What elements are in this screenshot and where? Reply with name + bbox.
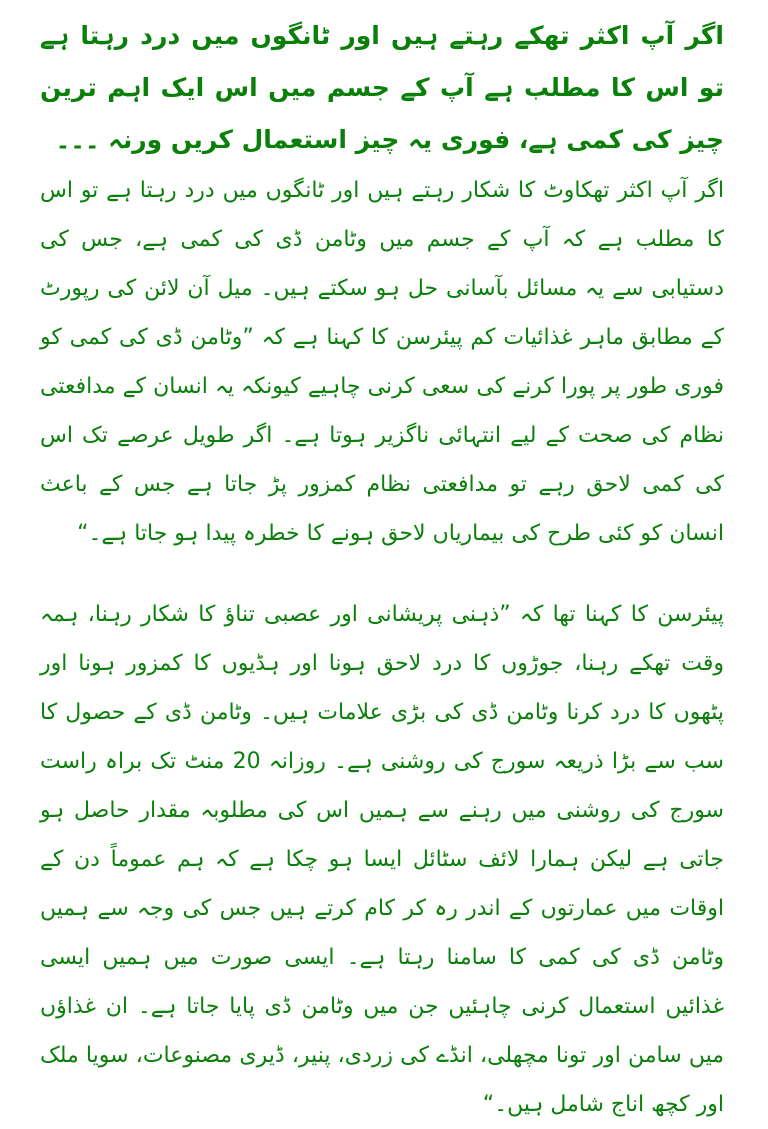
article-paragraph-1: اگر آپ اکثر تھکاوٹ کا شکار رہتے ہیں اور ٹانگوں میں درد رہتا ہے تو اس کا مطلب ہے کہ آپ کے جسم میں وٹامن ڈی کی کمی ہے، جس کی دستیابی سے یہ مسائل بآسانی حل ہو سکتے ہیں۔ میل آن لائن کی رپورٹ کے مطابق ماہر غذائیات کم پیئرسن کا کہنا ہے کہ ”وٹامن ڈی کی کمی کو فوری طور پر پورا کرنے کی سعی کرنی چاہیے کیونکہ یہ انسان کے مدافعتی نظام کی صحت کے لیے انتہائی ناگزیر ہوتا ہے۔ اگر طویل عرصے تک اس کی کمی لاحق رہے تو مدافعتی نظام کمزور پڑ جاتا ہے جس کے باعث انسان کو کئی طرح کی بیماریاں لاحق ہونے کا خطرہ پیدا ہو جاتا ہے۔“ [40,178,724,546]
article-headline: اگر آپ اکثر تھکے رہتے ہیں اور ٹانگوں میں درد رہتا ہے تو اس کا مطلب ہے آپ کے جسم میں اس ایک اہم ترین چیز کی کمی ہے، فوری یہ چیز استعمال کریں ورنہ ۔۔۔ [40,21,724,154]
article-paragraph-2: پیئرسن کا کہنا تھا کہ ”ذہنی پریشانی اور عصبی تناﺅ کا شکار رہنا، ہمہ وقت تھکے رہنا، جوڑوں کا درد لاحق ہونا اور ہڈیوں کا کمزور ہونا اور پٹھوں کا درد کرنا وٹامن ڈی کی بڑی علامات ہیں۔ وٹامن ڈی کے حصول کا سب سے بڑا ذریعہ سورج کی روشنی ہے۔ روزانہ 20 منٹ تک براہ راست سورج کی روشنی میں رہنے سے ہمیں اس کی مطلوبہ مقدار حاصل ہو جاتی ہے لیکن ہمارا لائف سٹائل ایسا ہو چکا ہے کہ ہم عموماً دن کے اوقات میں عمارتوں کے اندر رہ کر کام کرتے ہیں جس کی وجہ سے ہمیں وٹامن ڈی کی کمی کا سامنا رہتا ہے۔ ایسی صورت میں ہمیں ایسی غذائیں استعمال کرنی چاہئیں جن میں وٹامن ڈی پایا جاتا ہے۔ ان غذاﺅں میں سامن اور تونا مچھلی، انڈے کی زردی، پنیر، ڈیری مصنوعات، سویا ملک اور کچھ اناج شامل ہیں۔“ [40,602,724,1117]
